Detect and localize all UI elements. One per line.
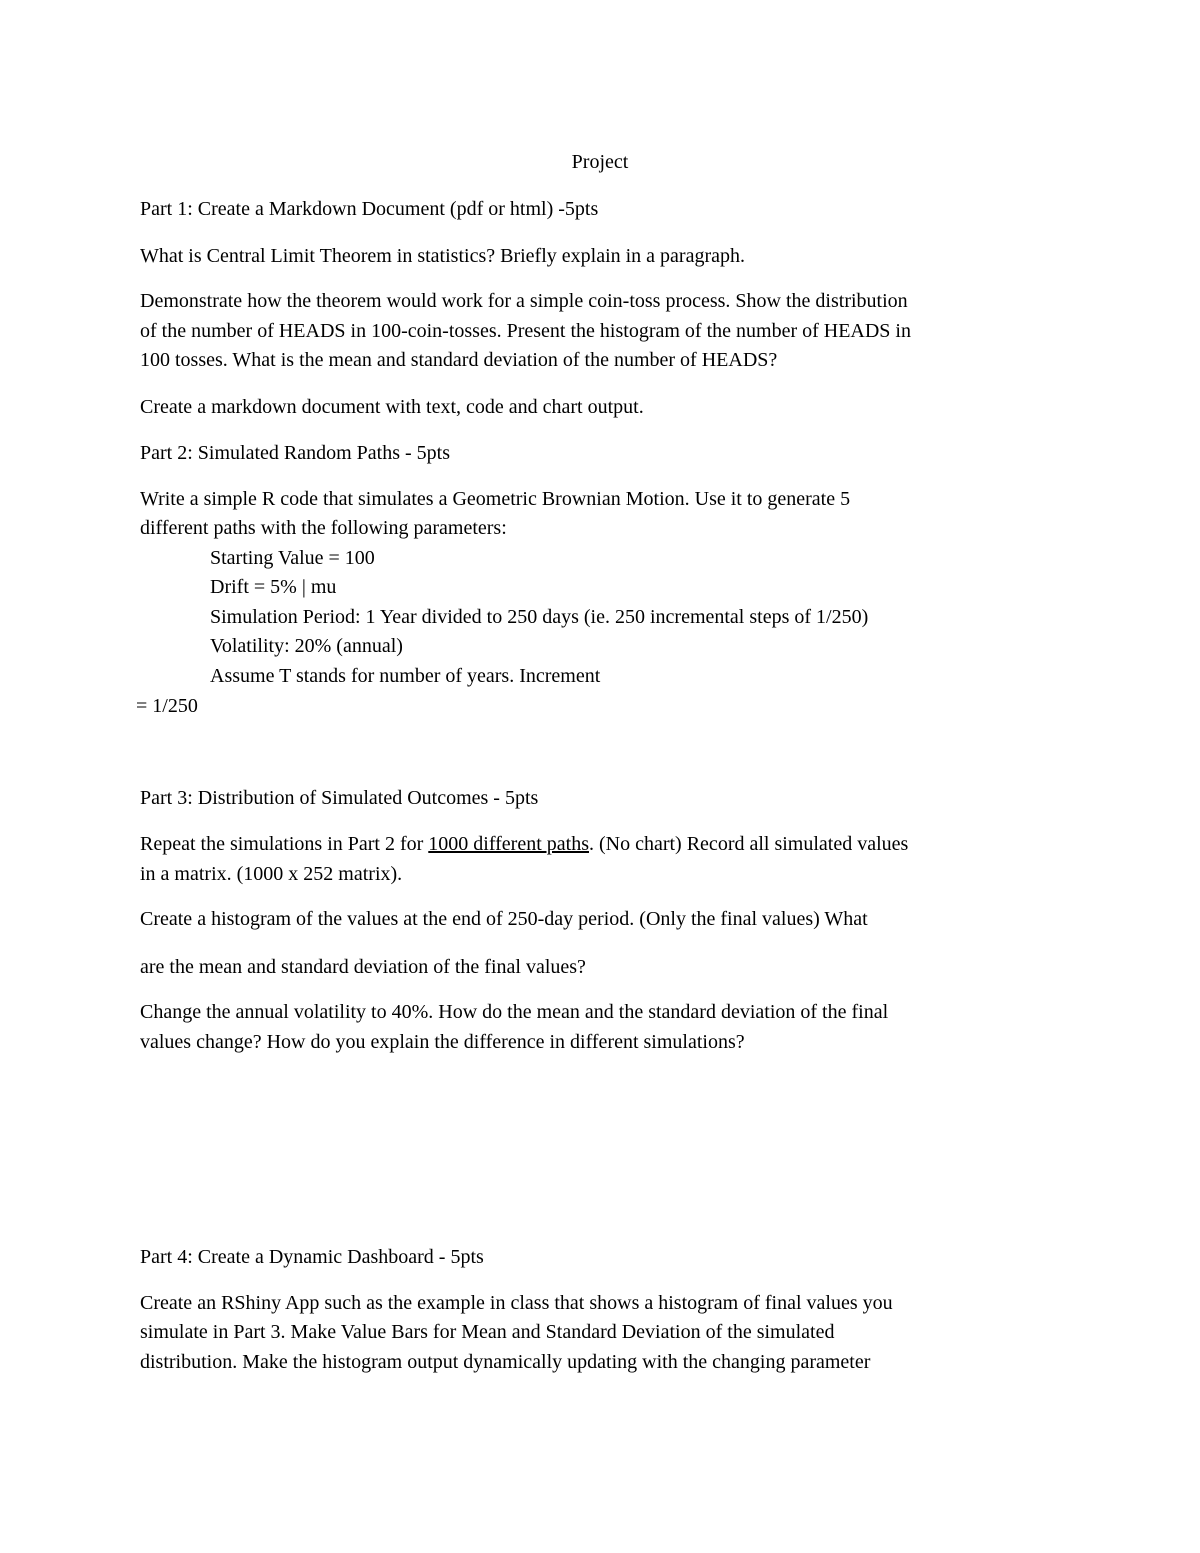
part3-line: Change the annual volatility to 40%. How do the mean and the standard deviation of the final: [140, 1001, 889, 1023]
part1-paragraph-line: Demonstrate how the theorem would work for a simple coin-toss process. Show the distribution: [140, 290, 908, 312]
part3-line: in a matrix. (1000 x 252 matrix).: [140, 863, 403, 885]
param-drift: Drift = 5% | mu: [210, 576, 337, 598]
part1-heading: Part 1: Create a Markdown Document (pdf or html) -5pts: [140, 198, 599, 220]
part1-question: What is Central Limit Theorem in statistics? Briefly explain in a paragraph.: [140, 245, 746, 267]
part3-line: Create a histogram of the values at the end of 250-day period. (Only the final values) What: [140, 908, 868, 930]
part3-line: [140, 832, 908, 856]
part3-line: are the mean and standard deviation of the final values?: [140, 956, 586, 978]
param-increment: Assume T stands for number of years. Increment: [210, 665, 601, 687]
param-starting-value: Starting Value = 100: [210, 547, 375, 569]
part2-intro-line: different paths with the following parameters:: [140, 517, 507, 539]
part4-line: distribution. Make the histogram output dynamically updating with the changing parameter: [140, 1351, 871, 1373]
part1-paragraph-line: of the number of HEADS in 100-coin-tosses. Present the histogram of the number of HEADS in: [140, 320, 911, 342]
param-increment-value: = 1/250: [136, 695, 198, 717]
part1-instruction: Create a markdown document with text, code and chart output.: [140, 396, 644, 418]
part3-text: Repeat the simulations in Part 2 for: [140, 833, 429, 855]
page-title: Project: [571, 151, 629, 173]
part2-heading: Part 2: Simulated Random Paths - 5pts: [140, 442, 450, 464]
part4-heading: Part 4: Create a Dynamic Dashboard - 5pts: [140, 1246, 484, 1268]
part1-paragraph-line: 100 tosses. What is the mean and standard deviation of the number of HEADS?: [140, 349, 778, 371]
part3-text: . (No chart) Record all simulated values: [588, 833, 909, 855]
part3-heading: Part 3: Distribution of Simulated Outcomes - 5pts: [140, 787, 539, 809]
part4-line: simulate in Part 3. Make Value Bars for Mean and Standard Deviation of the simulated: [140, 1321, 835, 1343]
param-volatility: Volatility: 20% (annual): [210, 635, 403, 657]
part2-intro-line: Write a simple R code that simulates a Geometric Brownian Motion. Use it to generate 5: [140, 488, 851, 510]
part3-line: values change? How do you explain the difference in different simulations?: [140, 1031, 745, 1053]
part4-line: Create an RShiny App such as the example in class that shows a histogram of final values you: [140, 1292, 893, 1314]
param-simulation-period: Simulation Period: 1 Year divided to 250 days (ie. 250 incremental steps of 1/250): [210, 606, 869, 628]
underlined-phrase: 1000 different paths: [428, 833, 589, 855]
